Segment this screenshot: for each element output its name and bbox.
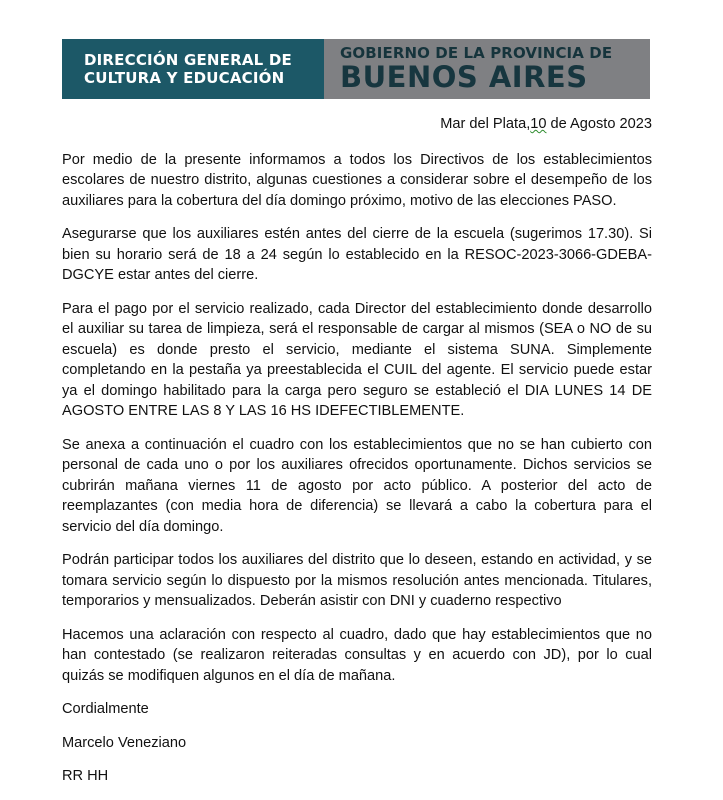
closing-salutation: Cordialmente — [62, 701, 149, 717]
paragraph-payment: Para el pago por el servicio realizado, cada Director del establecimiento donde desarrollo el auxiliar su tarea de limpieza, será el responsable de cargar al mismos (SEA o NO de su escuela) es donde presto el servicio, mediante el sistema SUNA. Simplemente completando en la pestaña ya preestablecida el CUIL del agente. El servicio puede estar ya el domingo habilitado para la carga pero seguro se estableció el DIA LUNES 14 DE AGOSTO ENTRE LAS 8 Y LAS 16 HS IDEFECTIBLEMENTE. — [62, 300, 652, 419]
paragraph-intro: Por medio de la presente informamos a todos los Directivos de los establecimientos escolares de nuestro distrito, algunas cuestiones a considerar sobre el desempeño de los auxiliares para la cobertura del día domingo próximo, motivo de las elecciones PASO. — [62, 151, 652, 209]
paragraph-clarification: Hacemos una aclaración con respecto al cuadro, dado que hay establecimientos que no han contestado (se realizaron reiteradas consultas y en acuerdo con JD), por lo cual quizás se modifiquen algunos en el día de mañana. — [62, 626, 652, 684]
letterhead-province-name: BUENOS AIRES — [340, 60, 588, 94]
paragraph-annex: Se anexa a continuación el cuadro con los establecimientos que no se han cubierto con personal de cada uno o por los auxiliares ofrecidos oportunamente. Dichos servicios se cubrirán mañana viernes 11 de agosto por acto público. A posterior del acto de reemplazantes (con media hora de diferencia) se llevará a cabo la cobertura para el servicio del día domingo. — [62, 436, 652, 535]
letterhead-dgce-line2: CULTURA Y EDUCACIÓN — [84, 69, 285, 87]
signature-department: RR HH — [62, 768, 109, 784]
letterhead-dgce-line1: DIRECCIÓN GENERAL DE — [84, 51, 292, 69]
letterhead-banner — [62, 39, 650, 99]
letterhead-dgce-block — [62, 39, 324, 99]
paragraph-participation: Podrán participar todos los auxiliares del distrito que lo deseen, estando en actividad, y se tomara servicio según lo dispuesto por la mismos resolución antes mencionada. Titulares, temporarios y mensualizados. Deberán asistir con DNI y cuaderno respectivo — [62, 552, 652, 609]
paragraph-schedule: Asegurarse que los auxiliares estén antes del cierre de la escuela (sugerimos 17.30). Si bien su horario será de 18 a 24 según lo establecido en la RESOC-2023-3066-GDEBA-DGCYE estar antes del cierre. — [62, 226, 652, 283]
letter-body — [62, 114, 652, 800]
signature-name: Marcelo Veneziano — [62, 734, 187, 751]
date-place: Mar del Plata, — [440, 116, 531, 132]
letter-date — [62, 114, 652, 135]
letterhead-government-line: GOBIERNO DE LA PROVINCIA DE — [340, 44, 613, 62]
letterhead-province-block — [324, 39, 650, 99]
date-day: 10 — [530, 116, 547, 132]
date-month-year: de Agosto 2023 — [546, 116, 652, 132]
